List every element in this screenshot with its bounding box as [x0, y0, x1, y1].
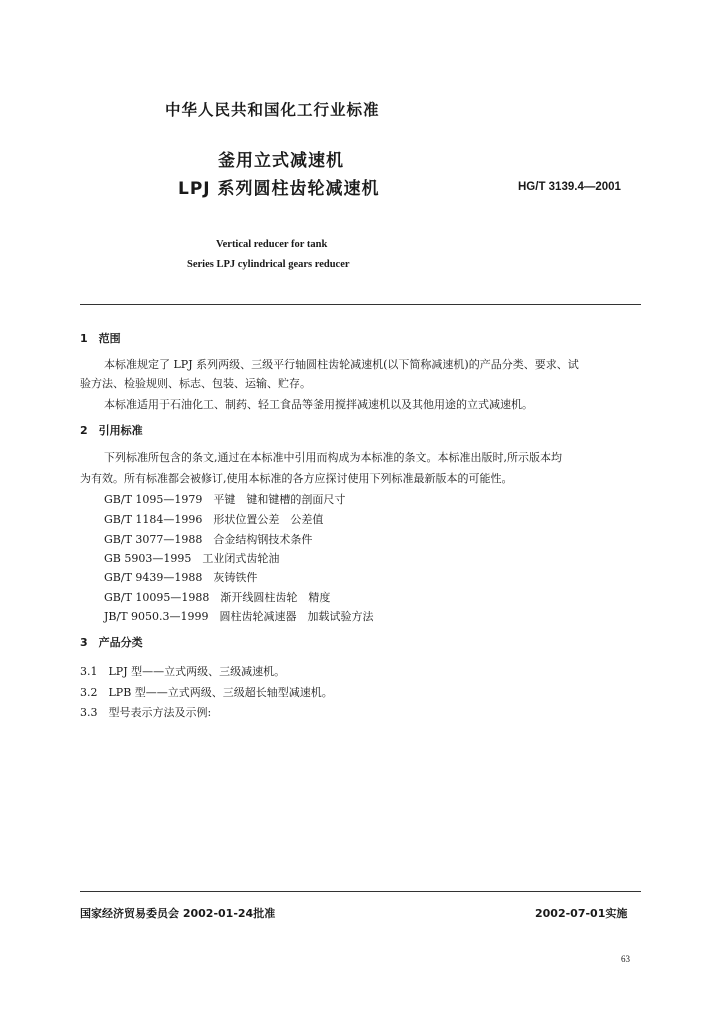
- reference-item: GB/T 10095—1988 渐开线圆柱齿轮 精度: [104, 591, 331, 604]
- english-title-line-1: Vertical reducer for tank: [216, 239, 328, 250]
- implementation-date: 2002-07-01实施: [535, 907, 628, 920]
- standard-code: HG/T 3139.4—2001: [518, 181, 621, 193]
- title-line-2: LPJ 系列圆柱齿轮减速机: [178, 179, 380, 199]
- title-line-1: 釜用立式减速机: [218, 151, 344, 171]
- approval-date: 国家经济贸易委员会 2002-01-24批准: [80, 907, 276, 920]
- header-divider: [80, 304, 641, 305]
- section-2-paragraph-line-2: 为有效。所有标准都会被修订,使用本标准的各方应探讨使用下列标准最新版本的可能性。: [80, 472, 513, 485]
- section-3-item-2: 3.2 LPB 型——立式两级、三级超长轴型减速机。: [80, 686, 333, 699]
- reference-item: GB 5903—1995 工业闭式齿轮油: [104, 552, 280, 565]
- page-number: 63: [621, 954, 630, 964]
- reference-item: GB/T 9439—1988 灰铸铁件: [104, 571, 258, 584]
- section-1-heading: 1 范围: [80, 332, 121, 345]
- reference-item: JB/T 9050.3—1999 圆柱齿轮减速器 加载试验方法: [104, 610, 374, 623]
- section-2-paragraph-line-1: 下列标准所包含的条文,通过在本标准中引用而构成为本标准的条文。本标准出版时,所示版本均: [104, 451, 562, 464]
- english-title-line-2: Series LPJ cylindrical gears reducer: [187, 259, 350, 270]
- section-3-item-3: 3.3 型号表示方法及示例:: [80, 706, 212, 719]
- reference-item: GB/T 1095—1979 平键 键和键槽的剖面尺寸: [104, 493, 346, 506]
- section-1-paragraph-2: 本标准适用于石油化工、制药、轻工食品等釜用搅拌减速机以及其他用途的立式减速机。: [104, 398, 533, 411]
- footer-divider: [80, 891, 641, 892]
- section-2-heading: 2 引用标准: [80, 424, 143, 437]
- section-3-item-1: 3.1 LPJ 型——立式两级、三级减速机。: [80, 665, 286, 678]
- section-1-paragraph-1-line-2: 验方法、检验规则、标志、包装、运输、贮存。: [80, 377, 311, 390]
- issuing-body: 中华人民共和国化工行业标准: [165, 101, 380, 119]
- reference-item: GB/T 1184—1996 形状位置公差 公差值: [104, 513, 324, 526]
- section-3-heading: 3 产品分类: [80, 636, 143, 649]
- reference-item: GB/T 3077—1988 合金结构钢技术条件: [104, 533, 313, 546]
- section-1-paragraph-1-line-1: 本标准规定了 LPJ 系列两级、三级平行轴圆柱齿轮减速机(以下简称减速机)的产品分类、要求、试: [104, 358, 579, 371]
